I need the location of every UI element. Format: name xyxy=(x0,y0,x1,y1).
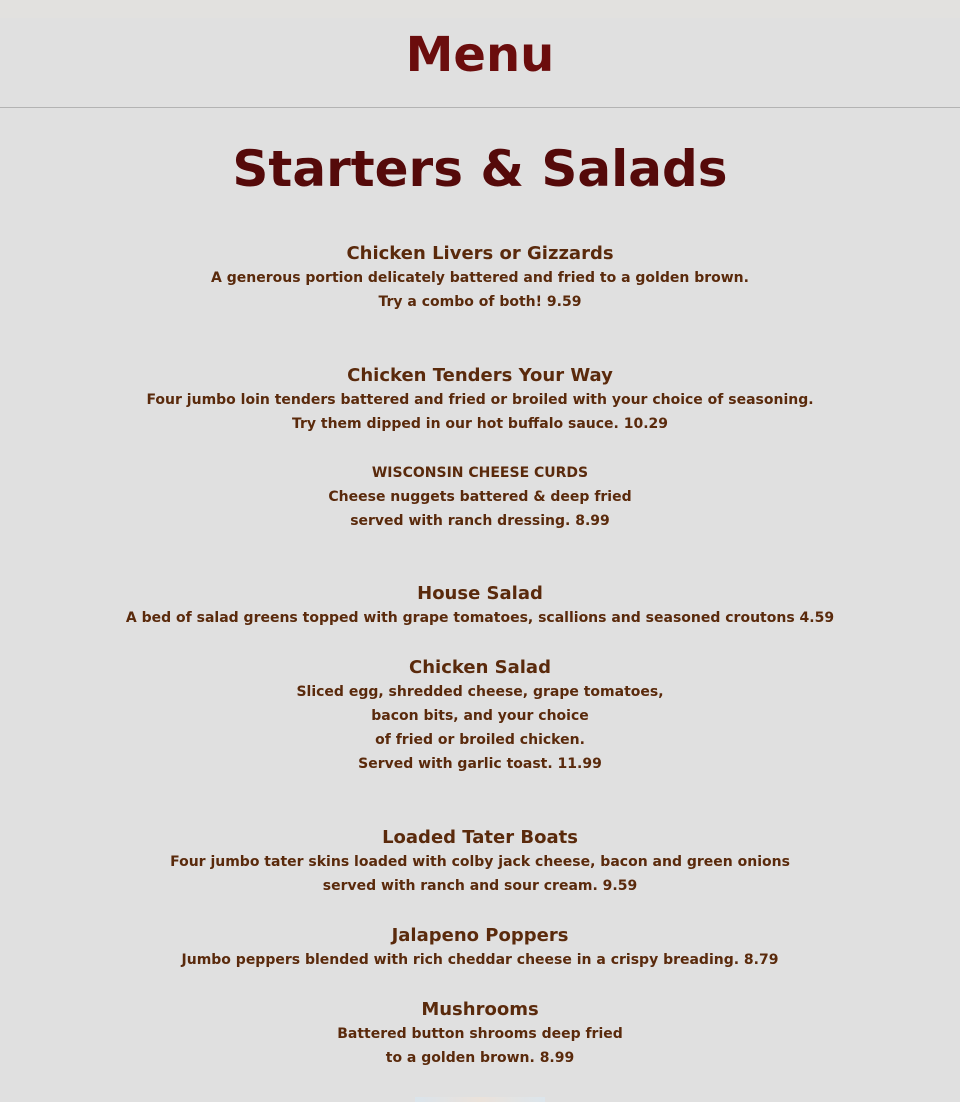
menu-item-chicken-livers xyxy=(0,242,960,314)
item-description-line: Battered button shrooms deep fried xyxy=(337,1026,623,1042)
item-name: Loaded Tater Boats xyxy=(382,827,578,848)
item-name: Jalapeno Poppers xyxy=(391,925,569,946)
menu-item-chicken-tenders xyxy=(0,364,960,436)
item-description-line: of fried or broiled chicken. xyxy=(375,732,585,748)
menu-item-house-salad xyxy=(0,582,960,630)
item-name: Chicken Salad xyxy=(409,657,551,678)
menu-item-chicken-salad xyxy=(0,656,960,776)
menu-item-mushrooms xyxy=(0,998,960,1070)
item-description-line: A bed of salad greens topped with grape tomatoes, scallions and seasoned croutons 4.59 xyxy=(125,610,835,626)
item-description-line: Sliced egg, shredded cheese, grape tomatoes, xyxy=(296,684,664,700)
item-description-line: Four jumbo loin tenders battered and fried or broiled with your choice of seasoning. xyxy=(146,392,814,408)
item-description-line: served with ranch and sour cream. 9.59 xyxy=(322,878,638,894)
item-description-line: bacon bits, and your choice xyxy=(371,708,589,724)
menu-item-jalapeno-poppers xyxy=(0,924,960,972)
page-header xyxy=(0,0,960,108)
item-description-line: Jumbo peppers blended with rich cheddar cheese in a crispy breading. 8.79 xyxy=(181,952,779,968)
item-description-line: served with ranch dressing. 8.99 xyxy=(350,513,610,529)
item-name: Mushrooms xyxy=(421,999,539,1020)
item-description-line: Served with garlic toast. 11.99 xyxy=(358,756,602,772)
item-name: WISCONSIN CHEESE CURDS xyxy=(371,465,589,481)
menu-item-cheese-curds xyxy=(0,461,960,533)
item-description-line: Try them dipped in our hot buffalo sauce. 10.29 xyxy=(291,416,669,432)
item-name: Chicken Livers or Gizzards xyxy=(346,243,614,264)
menu-item-loaded-tater-boats xyxy=(0,826,960,898)
item-name: Chicken Tenders Your Way xyxy=(347,365,613,386)
item-name: House Salad xyxy=(417,583,543,604)
item-description-line: Cheese nuggets battered & deep fried xyxy=(328,489,632,505)
page-title: Menu xyxy=(405,27,555,83)
cropped-content-edge xyxy=(415,1097,545,1102)
section-title: Starters & Salads xyxy=(232,140,728,198)
item-description-line: Four jumbo tater skins loaded with colby jack cheese, bacon and green onions xyxy=(170,854,790,870)
item-description-line: to a golden brown. 8.99 xyxy=(385,1050,575,1066)
item-description-line: A generous portion delicately battered and fried to a golden brown. xyxy=(211,270,749,286)
item-description-line: Try a combo of both! 9.59 xyxy=(378,294,582,310)
